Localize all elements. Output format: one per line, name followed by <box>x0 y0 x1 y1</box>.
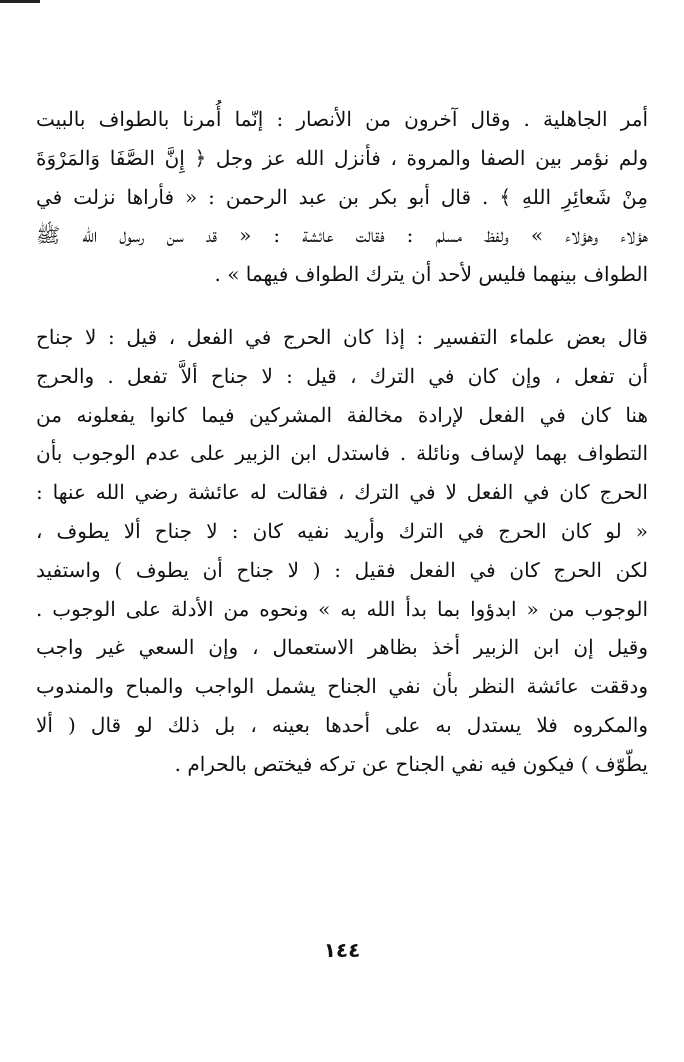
text-line: أمر الجاهلية . وقال آخرون من الأنصار : إنّما أُمرنا بالطواف بالبيت <box>36 107 648 131</box>
text-line: مِنْ شَعائِرِ اللهِ ﴾ . قال أبو بكر بن عبد الرحمن : « فأراها نزلت في <box>36 184 648 209</box>
text-line: لكن الحرج كان في الفعل فقيل : ( لا جناح أن يطوف ) واستفيد <box>36 557 648 582</box>
text-line: هنا كان في الفعل لإرادة مخالفة المشركين فيما كانوا يفعلونه من <box>36 402 648 427</box>
text-line: الحرج كان في الفعل لا في الترك ، فقالت له عائشة رضي الله عنها : <box>36 480 648 505</box>
text-line: وقيل إن ابن الزبير أخذ بظاهر الاستعمال ، وإن السعي غير واجب <box>36 635 648 660</box>
text-line: يطّوّف ) فيكون فيه نفي الجناح عن تركه فيختص بالحرام . <box>174 751 648 776</box>
page-corner-mark <box>0 0 40 3</box>
text-line: ودققت عائشة النظر بأن نفي الجناح يشمل الواجب والمباح والمندوب <box>36 674 648 699</box>
paragraph-1 <box>36 100 648 294</box>
text-line: « لو كان الحرج في الترك وأريد نفيه كان : لا جناح ألا يطوف ، <box>36 518 648 543</box>
text-line: الوجوب من « ابدؤوا بما بدأ الله به » ونحوه من الأدلة على الوجوب . <box>36 596 648 621</box>
text-line: ولم نؤمر بين الصفا والمروة ، فأنزل الله عز وجل ﴿ إِنَّ الصَّفَا وَالمَرْوَةَ <box>36 145 648 170</box>
text-line: أن تفعل ، وإن كان في الترك ، قيل : لا جناح ألاَّ تفعل . والحرج <box>36 363 648 388</box>
text-line: الطواف بينهما فليس لأحد أن يترك الطواف فيهما » . <box>214 262 648 287</box>
paragraph-2 <box>36 318 648 784</box>
text-line: هؤلاء وهؤلاء » ولفظ مسلم : فقالت عائشة : « قد سن رسول الله ﷺ <box>36 223 648 248</box>
page-number: ١٤٤ <box>323 938 361 962</box>
text-line: والمكروه فلا يستدل به على أحدها بعينه ، بل ذلك لو قال ( ألا <box>36 712 648 737</box>
text-line: قال بعض علماء التفسير : إذا كان الحرج في الفعل ، قيل : لا جناح <box>36 325 648 349</box>
text-line: التطواف بهما لإساف ونائلة . فاستدل ابن الزبير على عدم الوجوب بأن <box>36 441 648 466</box>
